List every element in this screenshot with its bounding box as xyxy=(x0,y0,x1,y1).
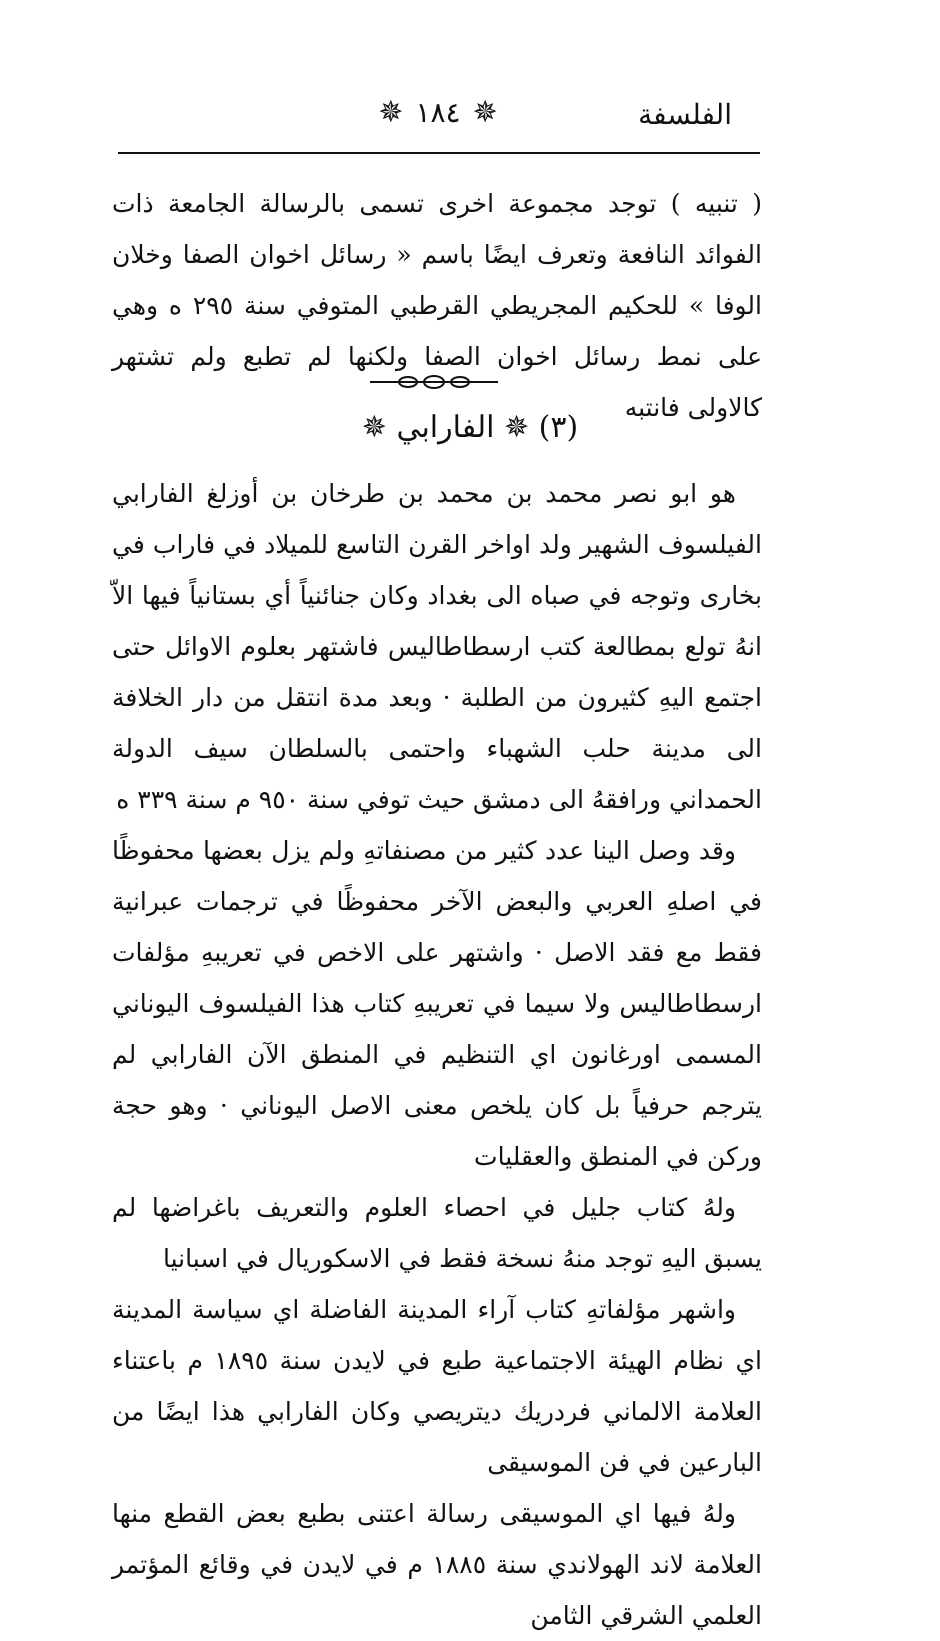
paragraph: هو ابو نصر محمد بن محمد بن طرخان بن أوزلغ الفارابي الفيلسوف الشهير ولد اواخر القرن التاسع للميلاد في فاراب في بخارى وتوجه في صباه الى بغداد وكان جنائنياً أي بستانياً فيها الاّ انهُ تولع بمطالعة كتب ارسطاطاليس فاشتهر بعلوم الاوائل حتى اجتمع اليهِ كثيرون من الطلبة · وبعد مدة انتقل من دار الخلافة الى مدينة حلب الشهباء واحتمى بالسلطان سيف الدولة الحمداني ورافقهُ الى دمشق حيث توفي سنة ٩٥٠ م سنة ٣٣٩ ه xyxy=(112,479,762,814)
paragraph: وقد وصل الينا عدد كثير من مصنفاتهِ ولم يزل بعضها محفوظًا في اصلهِ العربي والبعض الآخر محفوظًا في ترجمات عبرانية فقط مع فقد الاصل · واشتهر على الاخص في تعريبهِ مؤلفات ارسطاطاليس ولا سيما في تعريبهِ كتاب هذا الفيلسوف اليوناني المسمى اورغانون اي التنظيم في المنطق الآن الفارابي لم يترجم حرفياً بل كان يلخص معنى الاصل اليوناني · وهو حجة وركن في المنطق والعقليات xyxy=(112,836,762,1171)
header-rule xyxy=(118,152,760,154)
ornament-star-icon: ✵ xyxy=(472,94,498,130)
page-header xyxy=(118,92,758,144)
note-paragraph: ( تنبيه ) توجد مجموعة اخرى تسمى بالرسالة الجامعة ذات الفوائد النافعة وتعرف ايضًا باسم « رسائل اخوان الصفا وخلان الوفا » للحكيم المجريطي القرطبي المتوفي سنة ٢٩٥ ه وهي على نمط رسائل اخوان الصفا ولكنها لم تطبع ولم تشتهر كالاولى فانتبه xyxy=(112,189,762,422)
page-number-group xyxy=(378,96,497,129)
paragraph: واشهر مؤلفاتهِ كتاب آراء المدينة الفاضلة اي سياسة المدينة اي نظام الهيئة الاجتماعية طبع في لايدن سنة ١٨٩٥ م باعتناء العلامة الالماني فردريك ديتريصي وكان الفارابي هذا ايضًا من البارعين في فن الموسيقى xyxy=(112,1295,762,1477)
running-title: الفلسفة xyxy=(638,98,732,131)
paragraph: ولهُ فيها اي الموسيقى رسالة اعتنى بطبع بعض القطع منها العلامة لاند الهولاندي سنة ١٨٨٥ م في لايدن في وقائع المؤتمر العلمي الشرقي الثامن xyxy=(112,1499,763,1630)
section-title: الفارابي xyxy=(396,409,495,445)
ornament-star-icon: ✵ xyxy=(503,409,530,445)
section-number: (٣) xyxy=(538,409,579,445)
ornament-star-icon: ✵ xyxy=(361,409,387,445)
paragraph: ولهُ كتاب جليل في احصاء العلوم والتعريف باغراضها لم يسبق اليهِ توجد منهُ نسخة فقط في الاسكوريال في اسبانيا xyxy=(112,1193,762,1273)
body-text xyxy=(112,468,762,1641)
page-number: ١٨٤ xyxy=(415,96,461,129)
section-divider-ornament xyxy=(368,370,500,394)
section-heading xyxy=(0,408,940,445)
ornament-star-icon: ✵ xyxy=(378,94,404,130)
